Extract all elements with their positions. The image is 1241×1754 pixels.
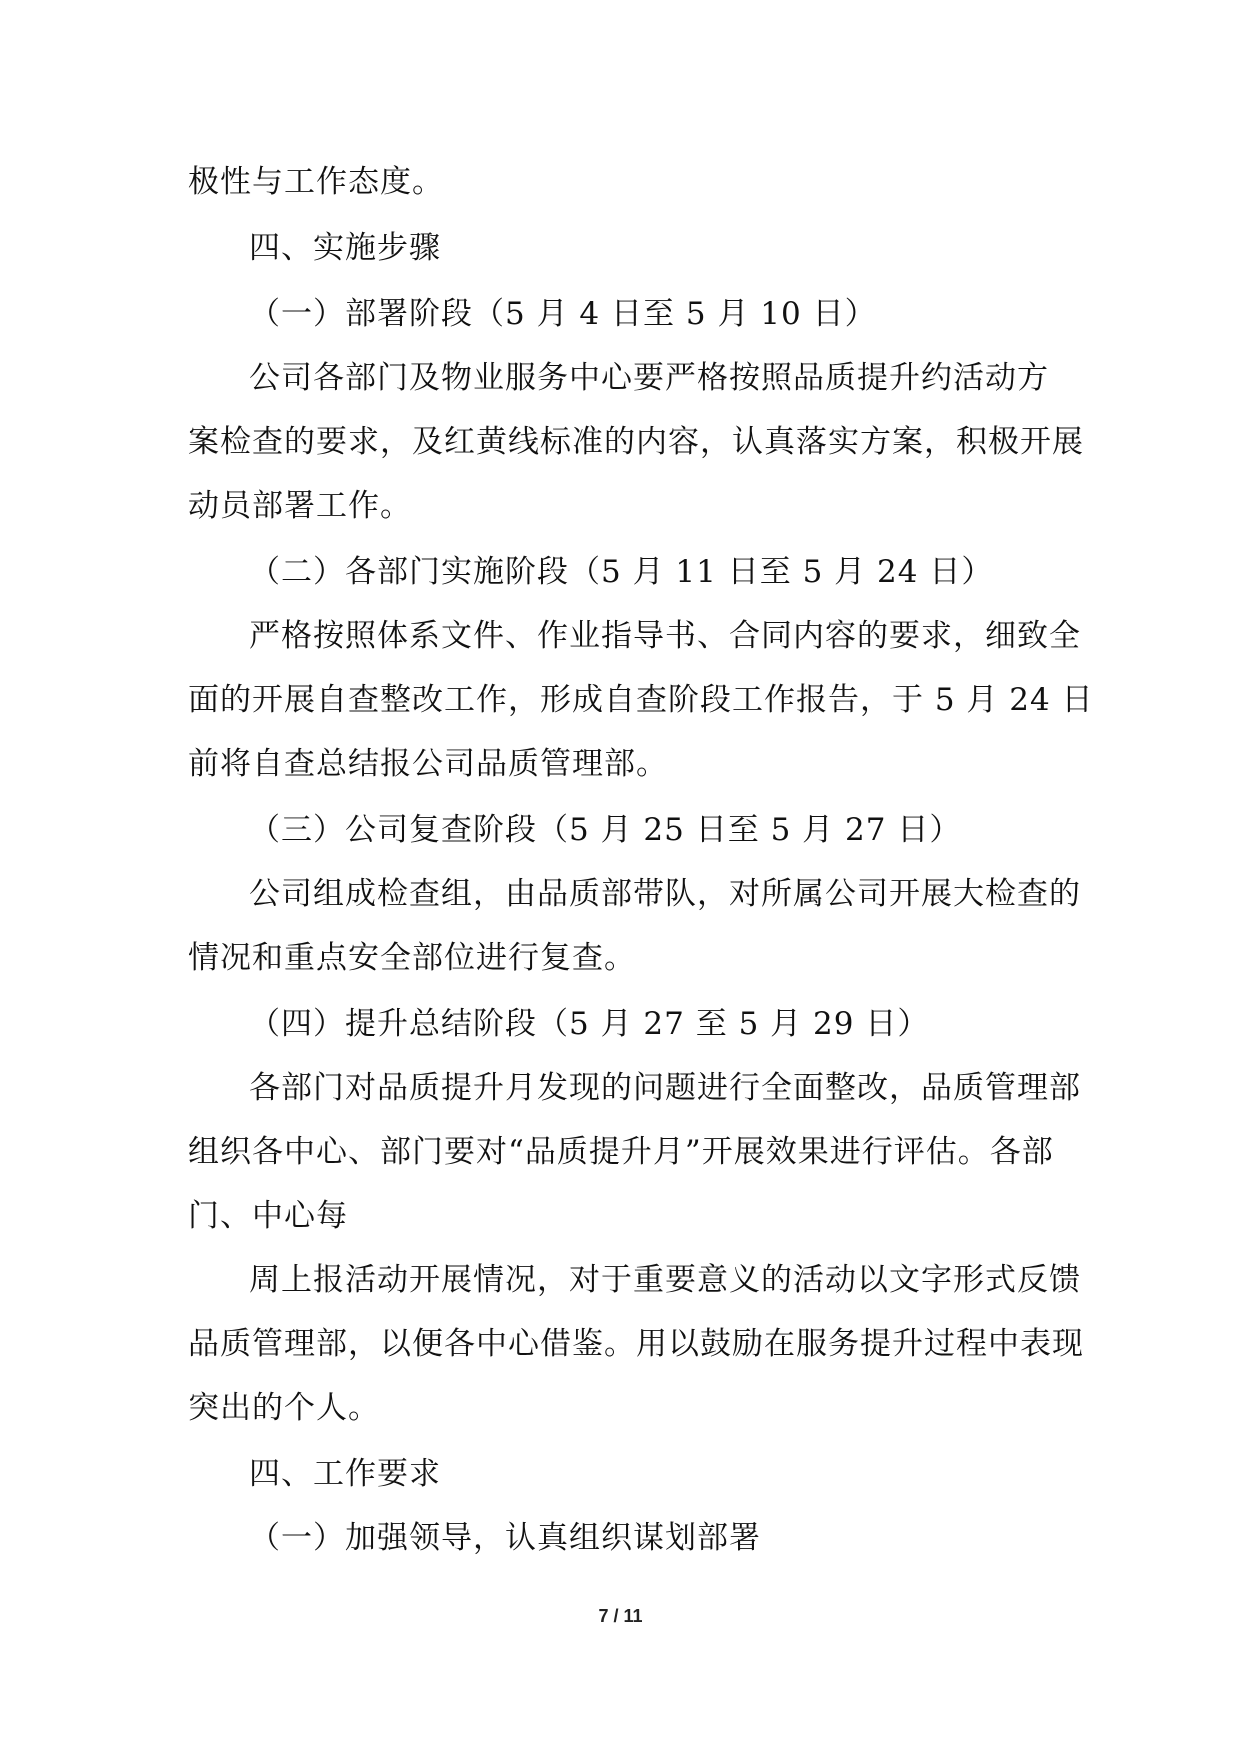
body-text-line: 面的开展自查整改工作，形成自查阶段工作报告，于 5 月 24 日 bbox=[188, 682, 1094, 718]
body-text-line: 严格按照体系文件、作业指导书、合同内容的要求，细致全 bbox=[249, 618, 1081, 654]
subsection-heading: （三）公司复查阶段（5 月 25 日至 5 月 27 日） bbox=[249, 812, 962, 848]
section-heading: 四、工作要求 bbox=[249, 1456, 441, 1492]
page-number: 7 / 11 bbox=[598, 1606, 643, 1626]
body-text-line: 突出的个人。 bbox=[188, 1390, 380, 1426]
body-text-line: 极性与工作态度。 bbox=[188, 164, 444, 200]
subsection-heading: （一）部署阶段（5 月 4 日至 5 月 10 日） bbox=[249, 296, 877, 332]
subsection-heading: （一）加强领导，认真组织谋划部署 bbox=[249, 1520, 761, 1556]
body-text-line: 动员部署工作。 bbox=[188, 488, 412, 524]
body-text-line: 情况和重点安全部位进行复查。 bbox=[188, 940, 636, 976]
body-text-line: 组织各中心、部门要对“品质提升月”开展效果进行评估。各部 bbox=[188, 1134, 1054, 1170]
section-heading: 四、实施步骤 bbox=[249, 230, 441, 266]
subsection-heading: （四）提升总结阶段（5 月 27 至 5 月 29 日） bbox=[249, 1006, 930, 1042]
body-text-line: 前将自查总结报公司品质管理部。 bbox=[188, 746, 668, 782]
body-text-line: 公司各部门及物业服务中心要严格按照品质提升约活动方 bbox=[249, 360, 1049, 396]
body-text-line: 品质管理部，以便各中心借鉴。用以鼓励在服务提升过程中表现 bbox=[188, 1326, 1084, 1362]
body-text-line: 周上报活动开展情况，对于重要意义的活动以文字形式反馈 bbox=[249, 1262, 1081, 1298]
body-text-line: 门、中心每 bbox=[188, 1198, 348, 1234]
body-text-line: 案检查的要求，及红黄线标准的内容，认真落实方案，积极开展 bbox=[188, 424, 1084, 460]
body-text-line: 各部门对品质提升月发现的问题进行全面整改，品质管理部 bbox=[249, 1070, 1081, 1106]
subsection-heading: （二）各部门实施阶段（5 月 11 日至 5 月 24 日） bbox=[249, 554, 994, 590]
body-text-line: 公司组成检查组，由品质部带队，对所属公司开展大检查的 bbox=[249, 876, 1081, 912]
